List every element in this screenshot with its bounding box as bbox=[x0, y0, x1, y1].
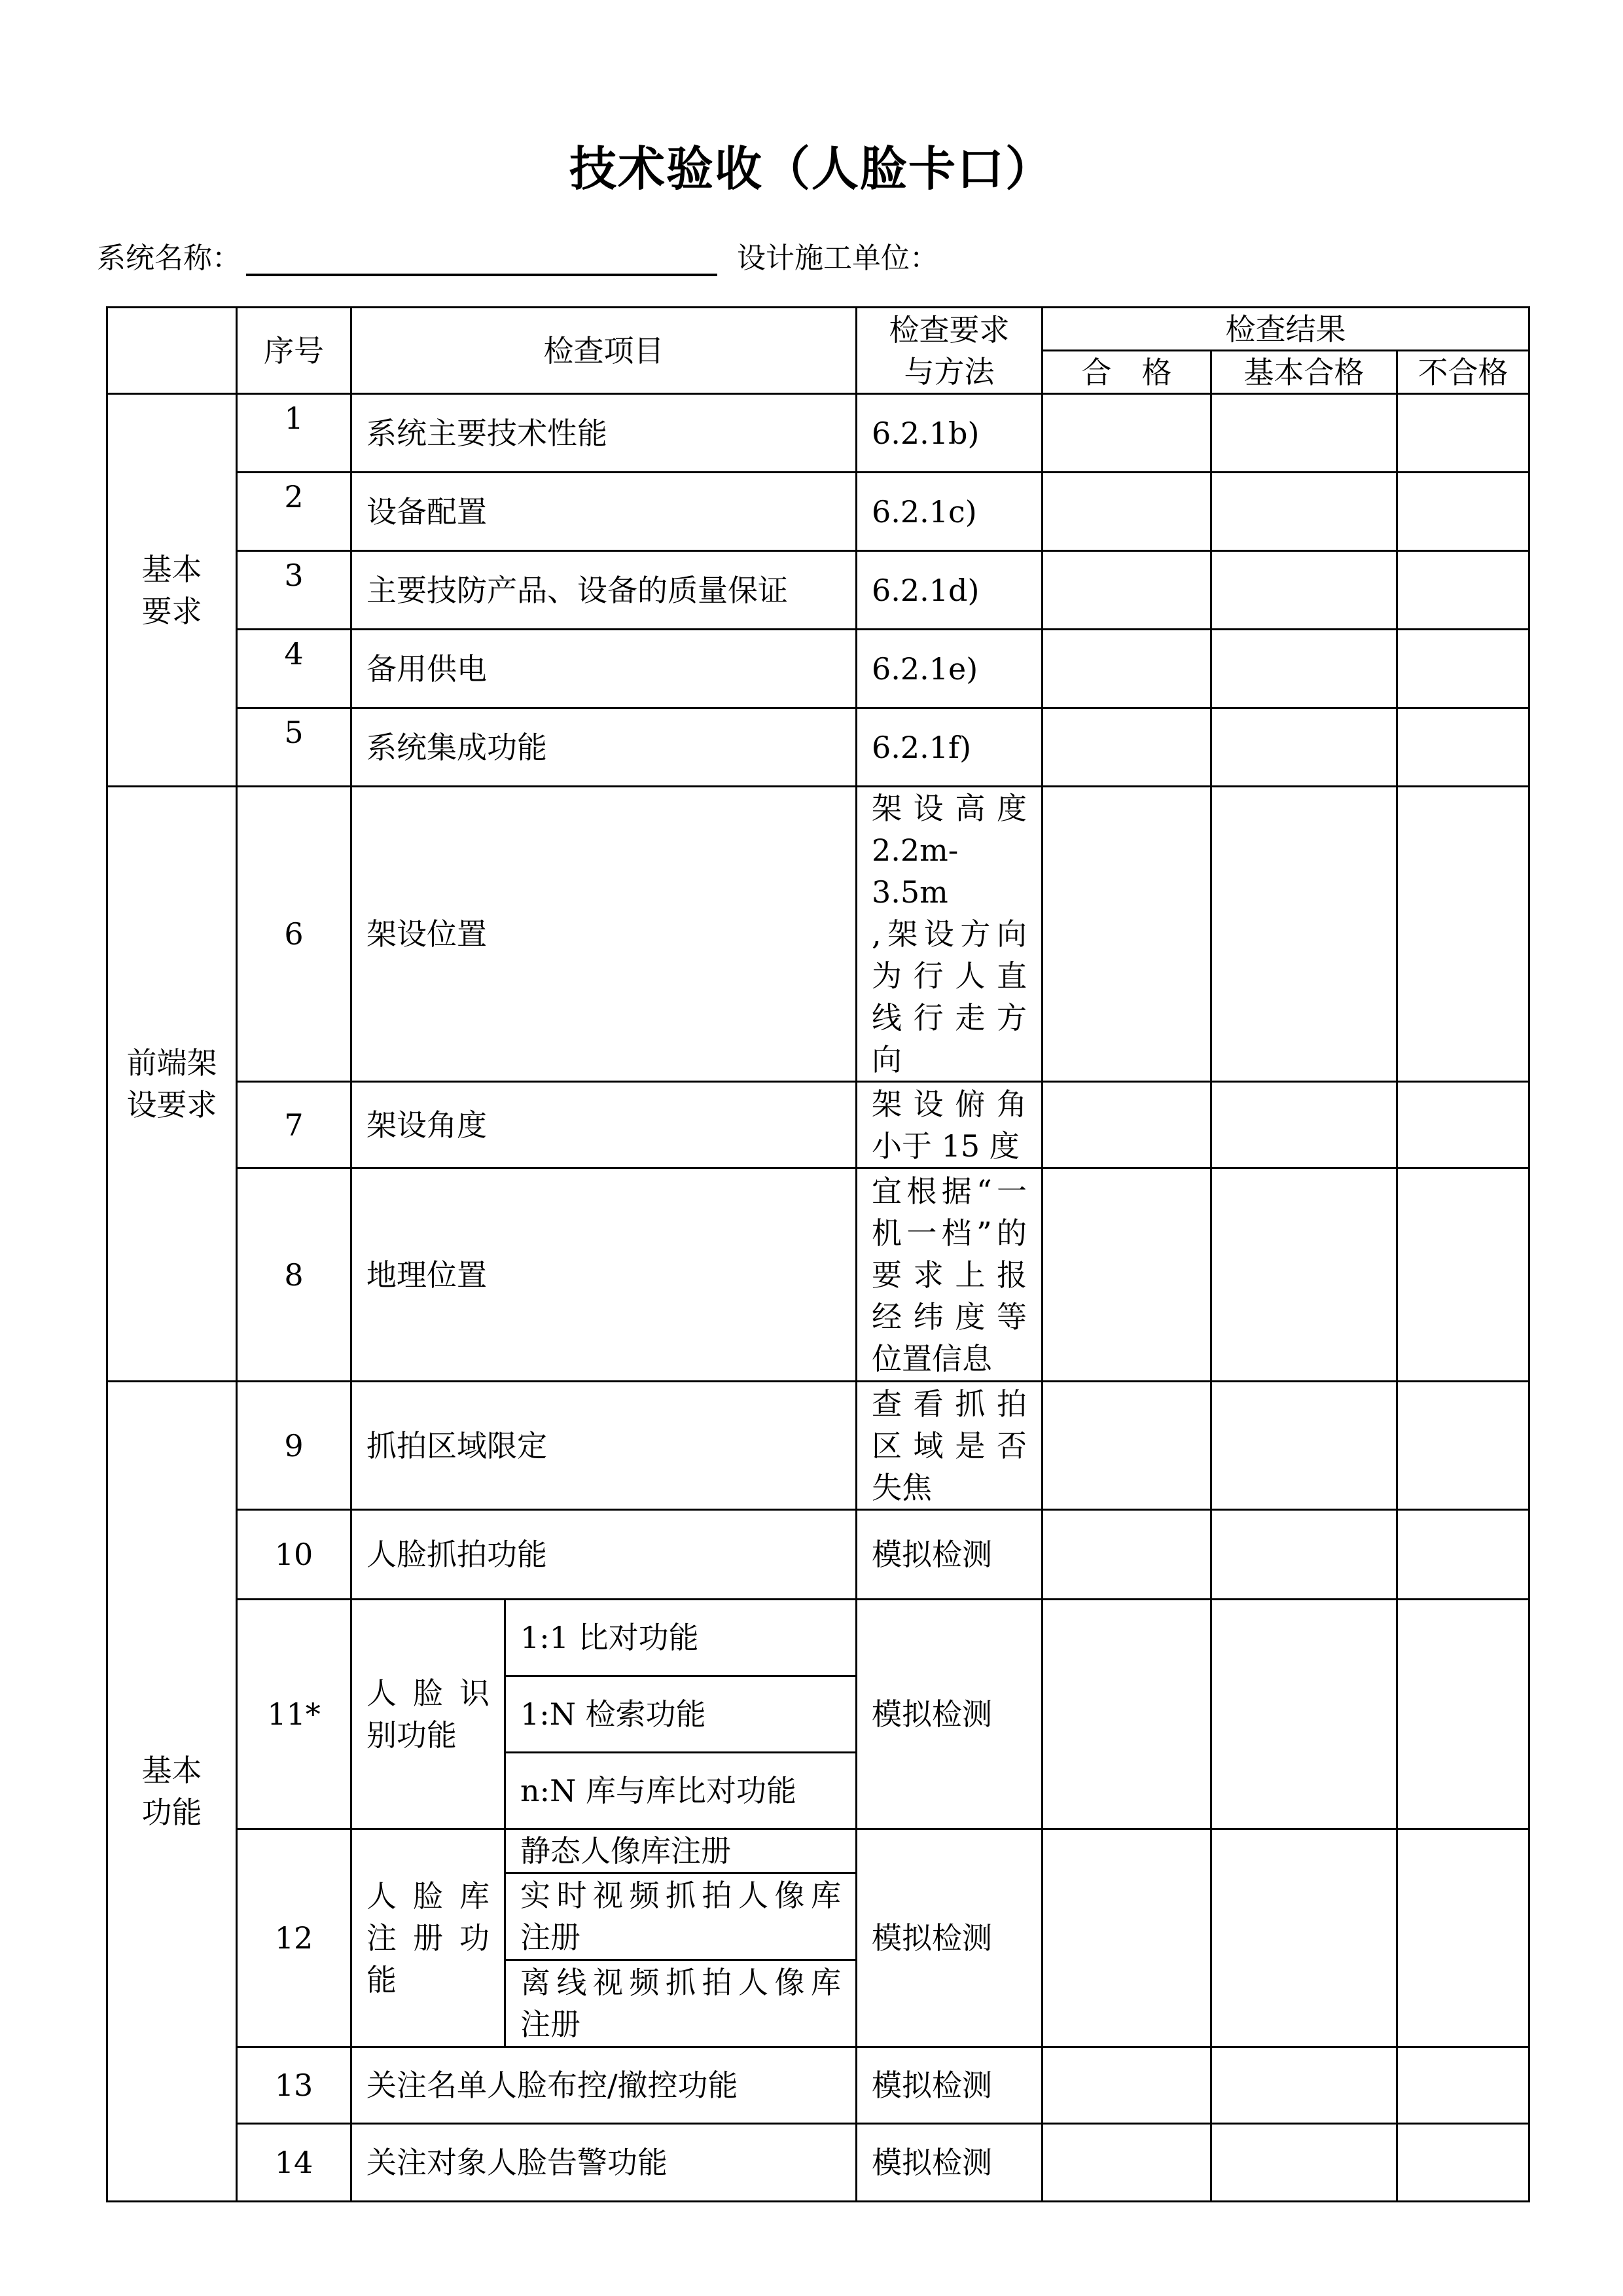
result-pass-cell[interactable] bbox=[1043, 473, 1211, 551]
header-seq: 序号 bbox=[237, 308, 351, 394]
method-line: 查看抓拍 bbox=[872, 1386, 1027, 1422]
result-fail-cell[interactable] bbox=[1397, 2124, 1529, 2202]
row-item: 关注名单人脸布控/撤控功能 bbox=[351, 2047, 857, 2124]
result-fail-cell[interactable] bbox=[1397, 630, 1529, 708]
system-name-label: 系统名称： bbox=[97, 242, 241, 275]
row-item: 架设角度 bbox=[351, 1082, 857, 1168]
row-item bbox=[351, 1829, 505, 2047]
result-basic-pass-cell[interactable] bbox=[1211, 2124, 1397, 2202]
method-line: 区域是否 bbox=[872, 1427, 1027, 1463]
table-row bbox=[107, 394, 1529, 473]
sub-item: 静态人像库注册 bbox=[505, 1829, 857, 1873]
row-method: 模拟检测 bbox=[857, 2047, 1043, 2124]
method-line: 经纬度等 bbox=[872, 1299, 1027, 1335]
section-front-end-install bbox=[107, 787, 237, 1382]
row-method bbox=[857, 787, 1043, 1082]
row-method: 6.2.1c) bbox=[857, 473, 1043, 551]
method-line: ,架设方向 bbox=[872, 916, 1027, 952]
method-line: 小于 15 度 bbox=[872, 1128, 1020, 1164]
row-method: 模拟检测 bbox=[857, 1600, 1043, 1829]
result-pass-cell[interactable] bbox=[1043, 787, 1211, 1082]
header-pass: 合 格 bbox=[1043, 351, 1211, 394]
item-line: 人脸库 bbox=[366, 1878, 490, 1914]
row-item: 架设位置 bbox=[351, 787, 857, 1082]
header-method-line2: 与方法 bbox=[904, 353, 995, 389]
header-item: 检查项目 bbox=[351, 308, 857, 394]
row-number: 5 bbox=[237, 708, 351, 787]
header-method bbox=[857, 308, 1043, 394]
method-line: 架设高度 bbox=[872, 791, 1027, 826]
result-basic-pass-cell[interactable] bbox=[1211, 708, 1397, 787]
table-row bbox=[107, 1168, 1529, 1382]
method-line: 向 bbox=[872, 1042, 902, 1077]
row-method bbox=[857, 1382, 1043, 1510]
row-method bbox=[857, 1082, 1043, 1168]
header-method-line1: 检查要求 bbox=[889, 312, 1010, 348]
result-fail-cell[interactable] bbox=[1397, 1382, 1529, 1510]
row-number: 12 bbox=[237, 1829, 351, 2047]
header-basic-pass: 基本合格 bbox=[1211, 351, 1397, 394]
section-label: 基本 bbox=[141, 1753, 202, 1788]
result-pass-cell[interactable] bbox=[1043, 708, 1211, 787]
item-line: 人脸识 bbox=[366, 1676, 490, 1711]
row-number: 14 bbox=[237, 2124, 351, 2202]
method-line: 架设俯角 bbox=[872, 1086, 1027, 1122]
system-name-field[interactable] bbox=[246, 243, 717, 276]
method-line: 线行走方 bbox=[872, 1000, 1027, 1035]
item-line: 注册功 bbox=[366, 1920, 490, 1956]
row-item: 人脸抓拍功能 bbox=[351, 1510, 857, 1600]
result-fail-cell[interactable] bbox=[1397, 394, 1529, 473]
method-line: 失焦 bbox=[872, 1469, 932, 1505]
result-fail-cell[interactable] bbox=[1397, 1510, 1529, 1600]
row-item: 系统集成功能 bbox=[351, 708, 857, 787]
row-method: 6.2.1e) bbox=[857, 630, 1043, 708]
result-fail-cell[interactable] bbox=[1397, 551, 1529, 630]
table-row bbox=[107, 787, 1529, 1082]
result-pass-cell[interactable] bbox=[1043, 630, 1211, 708]
section-label: 功能 bbox=[141, 1795, 202, 1830]
design-unit-label: 设计施工单位： bbox=[737, 242, 938, 275]
row-item: 抓拍区域限定 bbox=[351, 1382, 857, 1510]
result-pass-cell[interactable] bbox=[1043, 1510, 1211, 1600]
row-method: 模拟检测 bbox=[857, 2124, 1043, 2202]
method-line: 位置信息 bbox=[872, 1340, 992, 1376]
result-pass-cell[interactable] bbox=[1043, 1082, 1211, 1168]
method-line: 2.2m-3.5m bbox=[872, 833, 959, 910]
sub-item: 1:1 比对功能 bbox=[505, 1600, 857, 1676]
method-line: 为行人直 bbox=[872, 958, 1027, 994]
table-row bbox=[107, 1829, 1529, 1873]
section-basic-requirements bbox=[107, 394, 237, 787]
result-fail-cell[interactable] bbox=[1397, 1600, 1529, 1829]
method-line: 要求上报 bbox=[872, 1257, 1027, 1293]
row-number: 10 bbox=[237, 1510, 351, 1600]
row-number: 13 bbox=[237, 2047, 351, 2124]
result-basic-pass-cell[interactable] bbox=[1211, 1600, 1397, 1829]
row-method: 6.2.1b) bbox=[857, 394, 1043, 473]
result-basic-pass-cell[interactable] bbox=[1211, 473, 1397, 551]
sub-item-line: 实时视频抓拍人像库 bbox=[520, 1878, 841, 1913]
row-item: 系统主要技术性能 bbox=[351, 394, 857, 473]
result-pass-cell[interactable] bbox=[1043, 394, 1211, 473]
sub-item-line: 注册 bbox=[520, 1920, 580, 1955]
table-row bbox=[107, 2047, 1529, 2124]
result-basic-pass-cell[interactable] bbox=[1211, 394, 1397, 473]
result-fail-cell[interactable] bbox=[1397, 473, 1529, 551]
item-line: 能 bbox=[366, 1962, 397, 1998]
result-pass-cell[interactable] bbox=[1043, 1382, 1211, 1510]
result-fail-cell[interactable] bbox=[1397, 1168, 1529, 1382]
sub-item-line: 注册 bbox=[520, 2007, 580, 2042]
row-number: 8 bbox=[237, 1168, 351, 1382]
result-basic-pass-cell[interactable] bbox=[1211, 1829, 1397, 2047]
sub-item-line: 离线视频抓拍人像库 bbox=[520, 1965, 841, 2000]
table-row bbox=[107, 630, 1529, 708]
result-pass-cell[interactable] bbox=[1043, 2047, 1211, 2124]
row-number: 9 bbox=[237, 1382, 351, 1510]
result-basic-pass-cell[interactable] bbox=[1211, 1082, 1397, 1168]
acceptance-table bbox=[106, 306, 1530, 2202]
table-row bbox=[107, 1382, 1529, 1510]
row-number: 1 bbox=[237, 394, 351, 473]
row-number: 7 bbox=[237, 1082, 351, 1168]
section-label: 基本 bbox=[141, 551, 202, 587]
row-method: 6.2.1d) bbox=[857, 551, 1043, 630]
sub-item bbox=[505, 1873, 857, 1960]
result-pass-cell[interactable] bbox=[1043, 1600, 1211, 1829]
row-number: 3 bbox=[237, 551, 351, 630]
result-pass-cell[interactable] bbox=[1043, 2124, 1211, 2202]
form-meta bbox=[97, 237, 938, 276]
table-row bbox=[107, 708, 1529, 787]
result-fail-cell[interactable] bbox=[1397, 708, 1529, 787]
item-line: 别功能 bbox=[366, 1717, 457, 1753]
row-method: 6.2.1f) bbox=[857, 708, 1043, 787]
result-basic-pass-cell[interactable] bbox=[1211, 2047, 1397, 2124]
row-method: 模拟检测 bbox=[857, 1829, 1043, 2047]
result-pass-cell[interactable] bbox=[1043, 551, 1211, 630]
result-basic-pass-cell[interactable] bbox=[1211, 630, 1397, 708]
result-fail-cell[interactable] bbox=[1397, 787, 1529, 1082]
row-item: 备用供电 bbox=[351, 630, 857, 708]
result-basic-pass-cell[interactable] bbox=[1211, 1510, 1397, 1600]
row-number: 6 bbox=[237, 787, 351, 1082]
section-label: 要求 bbox=[141, 593, 202, 629]
sub-item: n:N 库与库比对功能 bbox=[505, 1753, 857, 1829]
result-fail-cell[interactable] bbox=[1397, 1829, 1529, 2047]
row-item: 关注对象人脸告警功能 bbox=[351, 2124, 857, 2202]
row-item: 地理位置 bbox=[351, 1168, 857, 1382]
method-line: 宜根据“一 bbox=[872, 1173, 1027, 1209]
row-number: 2 bbox=[237, 473, 351, 551]
result-basic-pass-cell[interactable] bbox=[1211, 551, 1397, 630]
row-item bbox=[351, 1600, 505, 1829]
result-fail-cell[interactable] bbox=[1397, 2047, 1529, 2124]
row-number: 4 bbox=[237, 630, 351, 708]
row-method: 模拟检测 bbox=[857, 1510, 1043, 1600]
header-result: 检查结果 bbox=[1043, 308, 1529, 351]
section-label: 前端架 bbox=[126, 1045, 217, 1081]
table-row bbox=[107, 1510, 1529, 1600]
table-row bbox=[107, 473, 1529, 551]
row-item: 设备配置 bbox=[351, 473, 857, 551]
method-line: 机一档”的 bbox=[872, 1215, 1027, 1251]
row-number: 11* bbox=[237, 1600, 351, 1829]
table-row bbox=[107, 1600, 1529, 1676]
result-pass-cell[interactable] bbox=[1043, 1168, 1211, 1382]
table-row bbox=[107, 2124, 1529, 2202]
row-item: 主要技防产品、设备的质量保证 bbox=[351, 551, 857, 630]
sub-item: 1:N 检索功能 bbox=[505, 1676, 857, 1753]
result-basic-pass-cell[interactable] bbox=[1211, 1382, 1397, 1510]
header-fail: 不合格 bbox=[1397, 351, 1529, 394]
table-row bbox=[107, 551, 1529, 630]
header-blank-cell bbox=[107, 308, 237, 394]
result-basic-pass-cell[interactable] bbox=[1211, 787, 1397, 1082]
result-pass-cell[interactable] bbox=[1043, 1829, 1211, 2047]
sub-item bbox=[505, 1960, 857, 2047]
page-title: 技术验收（人脸卡口） bbox=[569, 141, 1054, 196]
section-label: 设要求 bbox=[126, 1087, 217, 1122]
table-row bbox=[107, 1082, 1529, 1168]
section-basic-functions bbox=[107, 1382, 237, 2202]
row-method bbox=[857, 1168, 1043, 1382]
result-basic-pass-cell[interactable] bbox=[1211, 1168, 1397, 1382]
result-fail-cell[interactable] bbox=[1397, 1082, 1529, 1168]
